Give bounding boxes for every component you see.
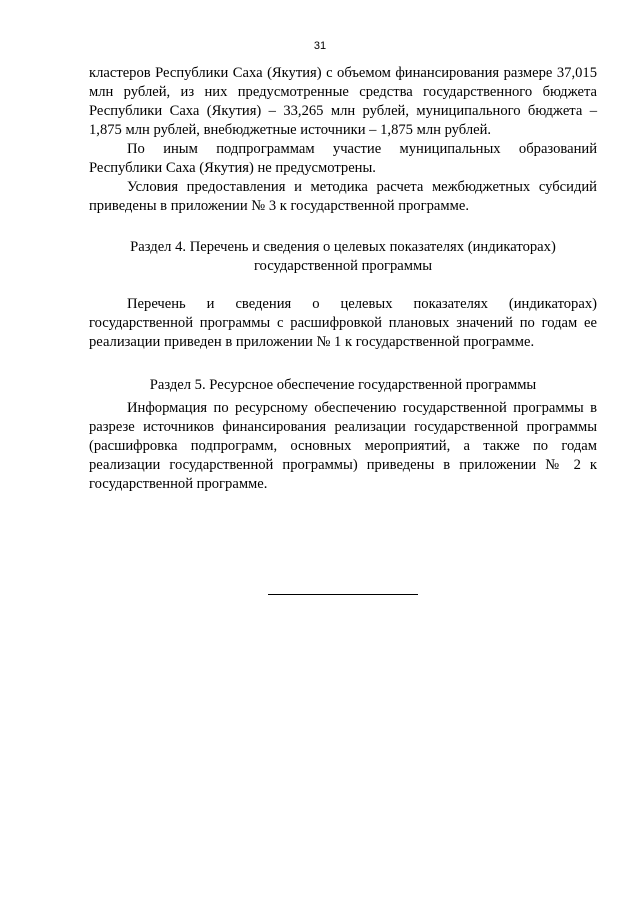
spacer — [89, 352, 597, 376]
end-separator-line — [268, 594, 418, 595]
paragraph-municipal-participation: По иным подпрограммам участие муниципальных образований Республики Саха (Якутия) не предусмотрены. — [89, 141, 597, 176]
document-body — [89, 64, 597, 494]
section-5-paragraph: Информация по ресурсному обеспечению государственной программы в разрезе источников финансирования реализации государственной программы (расшифровка подпрограмм, основных мероприятий, а также по годам реализации государственной программы) приведены в приложении № 2 к государственной программе. — [89, 400, 597, 492]
section-4-heading — [89, 238, 597, 276]
paragraph-continued: кластеров Республики Саха (Якутия) с объемом финансирования размере 37,015 млн рублей, из них предусмотренные средства государственного бюджета Республики Саха (Якутия) – 33,265 млн рублей, муниципального бюджета – 1,875 млн рублей, внебюджетные источники – 1,875 млн рублей. — [89, 65, 597, 138]
paragraph-subsidies: Условия предоставления и методика расчета межбюджетных субсидий приведены в приложении № 3 к государственной программе. — [89, 179, 597, 214]
page-number: 31 — [313, 40, 327, 52]
section-4-heading-line-1: Раздел 4. Перечень и сведения о целевых показателях (индикаторах) — [130, 239, 556, 255]
spacer — [89, 216, 597, 238]
section-5-heading: Раздел 5. Ресурсное обеспечение государственной программы — [149, 377, 537, 393]
section-4-paragraph: Перечень и сведения о целевых показателях (индикаторах) государственной программы с расшифровкой плановых значений по годам ее реализации приведен в приложении № 1 к государственной программе. — [89, 296, 597, 350]
spacer — [89, 276, 597, 295]
section-4-heading-line-2: государственной программы — [253, 258, 433, 274]
